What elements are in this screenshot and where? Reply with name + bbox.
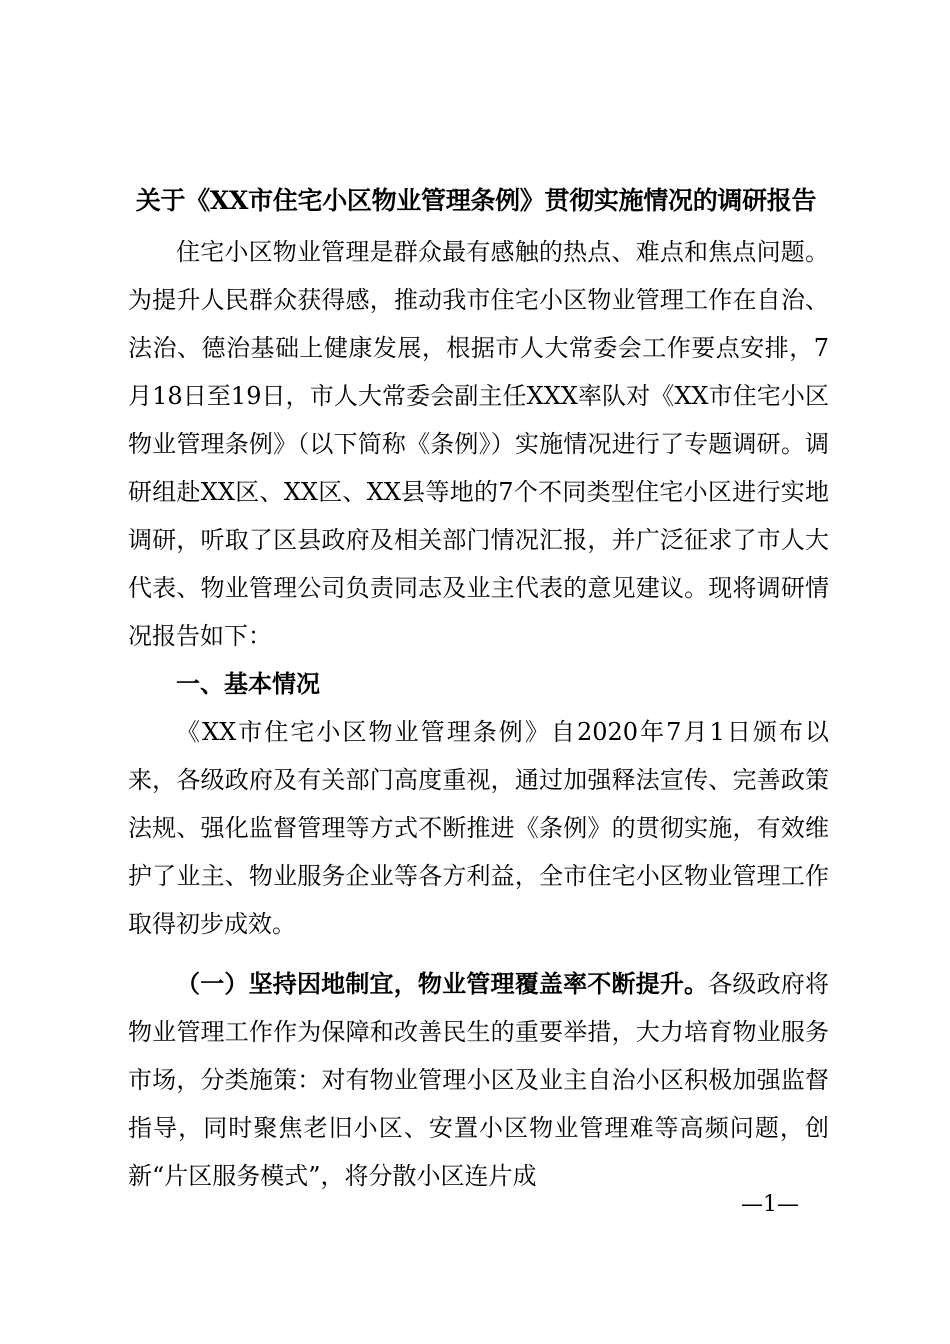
document-body xyxy=(128,228,829,1200)
intro-paragraph: 住宅小区物业管理是群众最有感触的热点、难点和焦点问题。为提升人民群众获得感，推动我市住宅小区物业管理工作在自治、法治、德治基础上健康发展，根据市人大常委会工作要点安排，7月18日至19日，市人大常委会副主任XXX率队对《XX市住宅小区物业管理条例》（以下简称《条例》）实施情况进行了专题调研。调研组赴XX区、XX区、XX县等地的7个不同类型住宅小区进行实地调研，听取了区县政府及相关部门情况汇报，并广泛征求了市人大代表、物业管理公司负责同志及业主代表的意见建议。现将调研情况报告如下： xyxy=(128,238,829,650)
section-paragraph: 《XX市住宅小区物业管理条例》自2020年7月1日颁布以来，各级政府及有关部门高度重视，通过加强释法宣传、完善政策法规、强化监督管理等方式不断推进《条例》的贯彻实施，有效维护了业主、物业服务企业等各方利益，全市住宅小区物业管理工作取得初步成效。 xyxy=(128,718,829,938)
subsection-text: 各级政府将物业管理工作作为保障和改善民生的重要举措，大力培育物业服务市场，分类施策：对有物业管理小区及业主自治小区积极加强监督指导，同时聚焦老旧小区、安置小区物业管理难等高频问题，创新“片区服务模式”，将分散小区连片成 xyxy=(128,970,830,1190)
section-heading: 一、基本情况 xyxy=(176,669,320,698)
subsection-paragraph xyxy=(128,960,829,1200)
page-number: —1— xyxy=(741,1192,799,1217)
subsection-lead: （一）坚持因地制宜，物业管理覆盖率不断提升。 xyxy=(176,969,709,998)
document-title: 关于《XX市住宅小区物业管理条例》贯彻实施情况的调研报告 xyxy=(135,186,817,215)
